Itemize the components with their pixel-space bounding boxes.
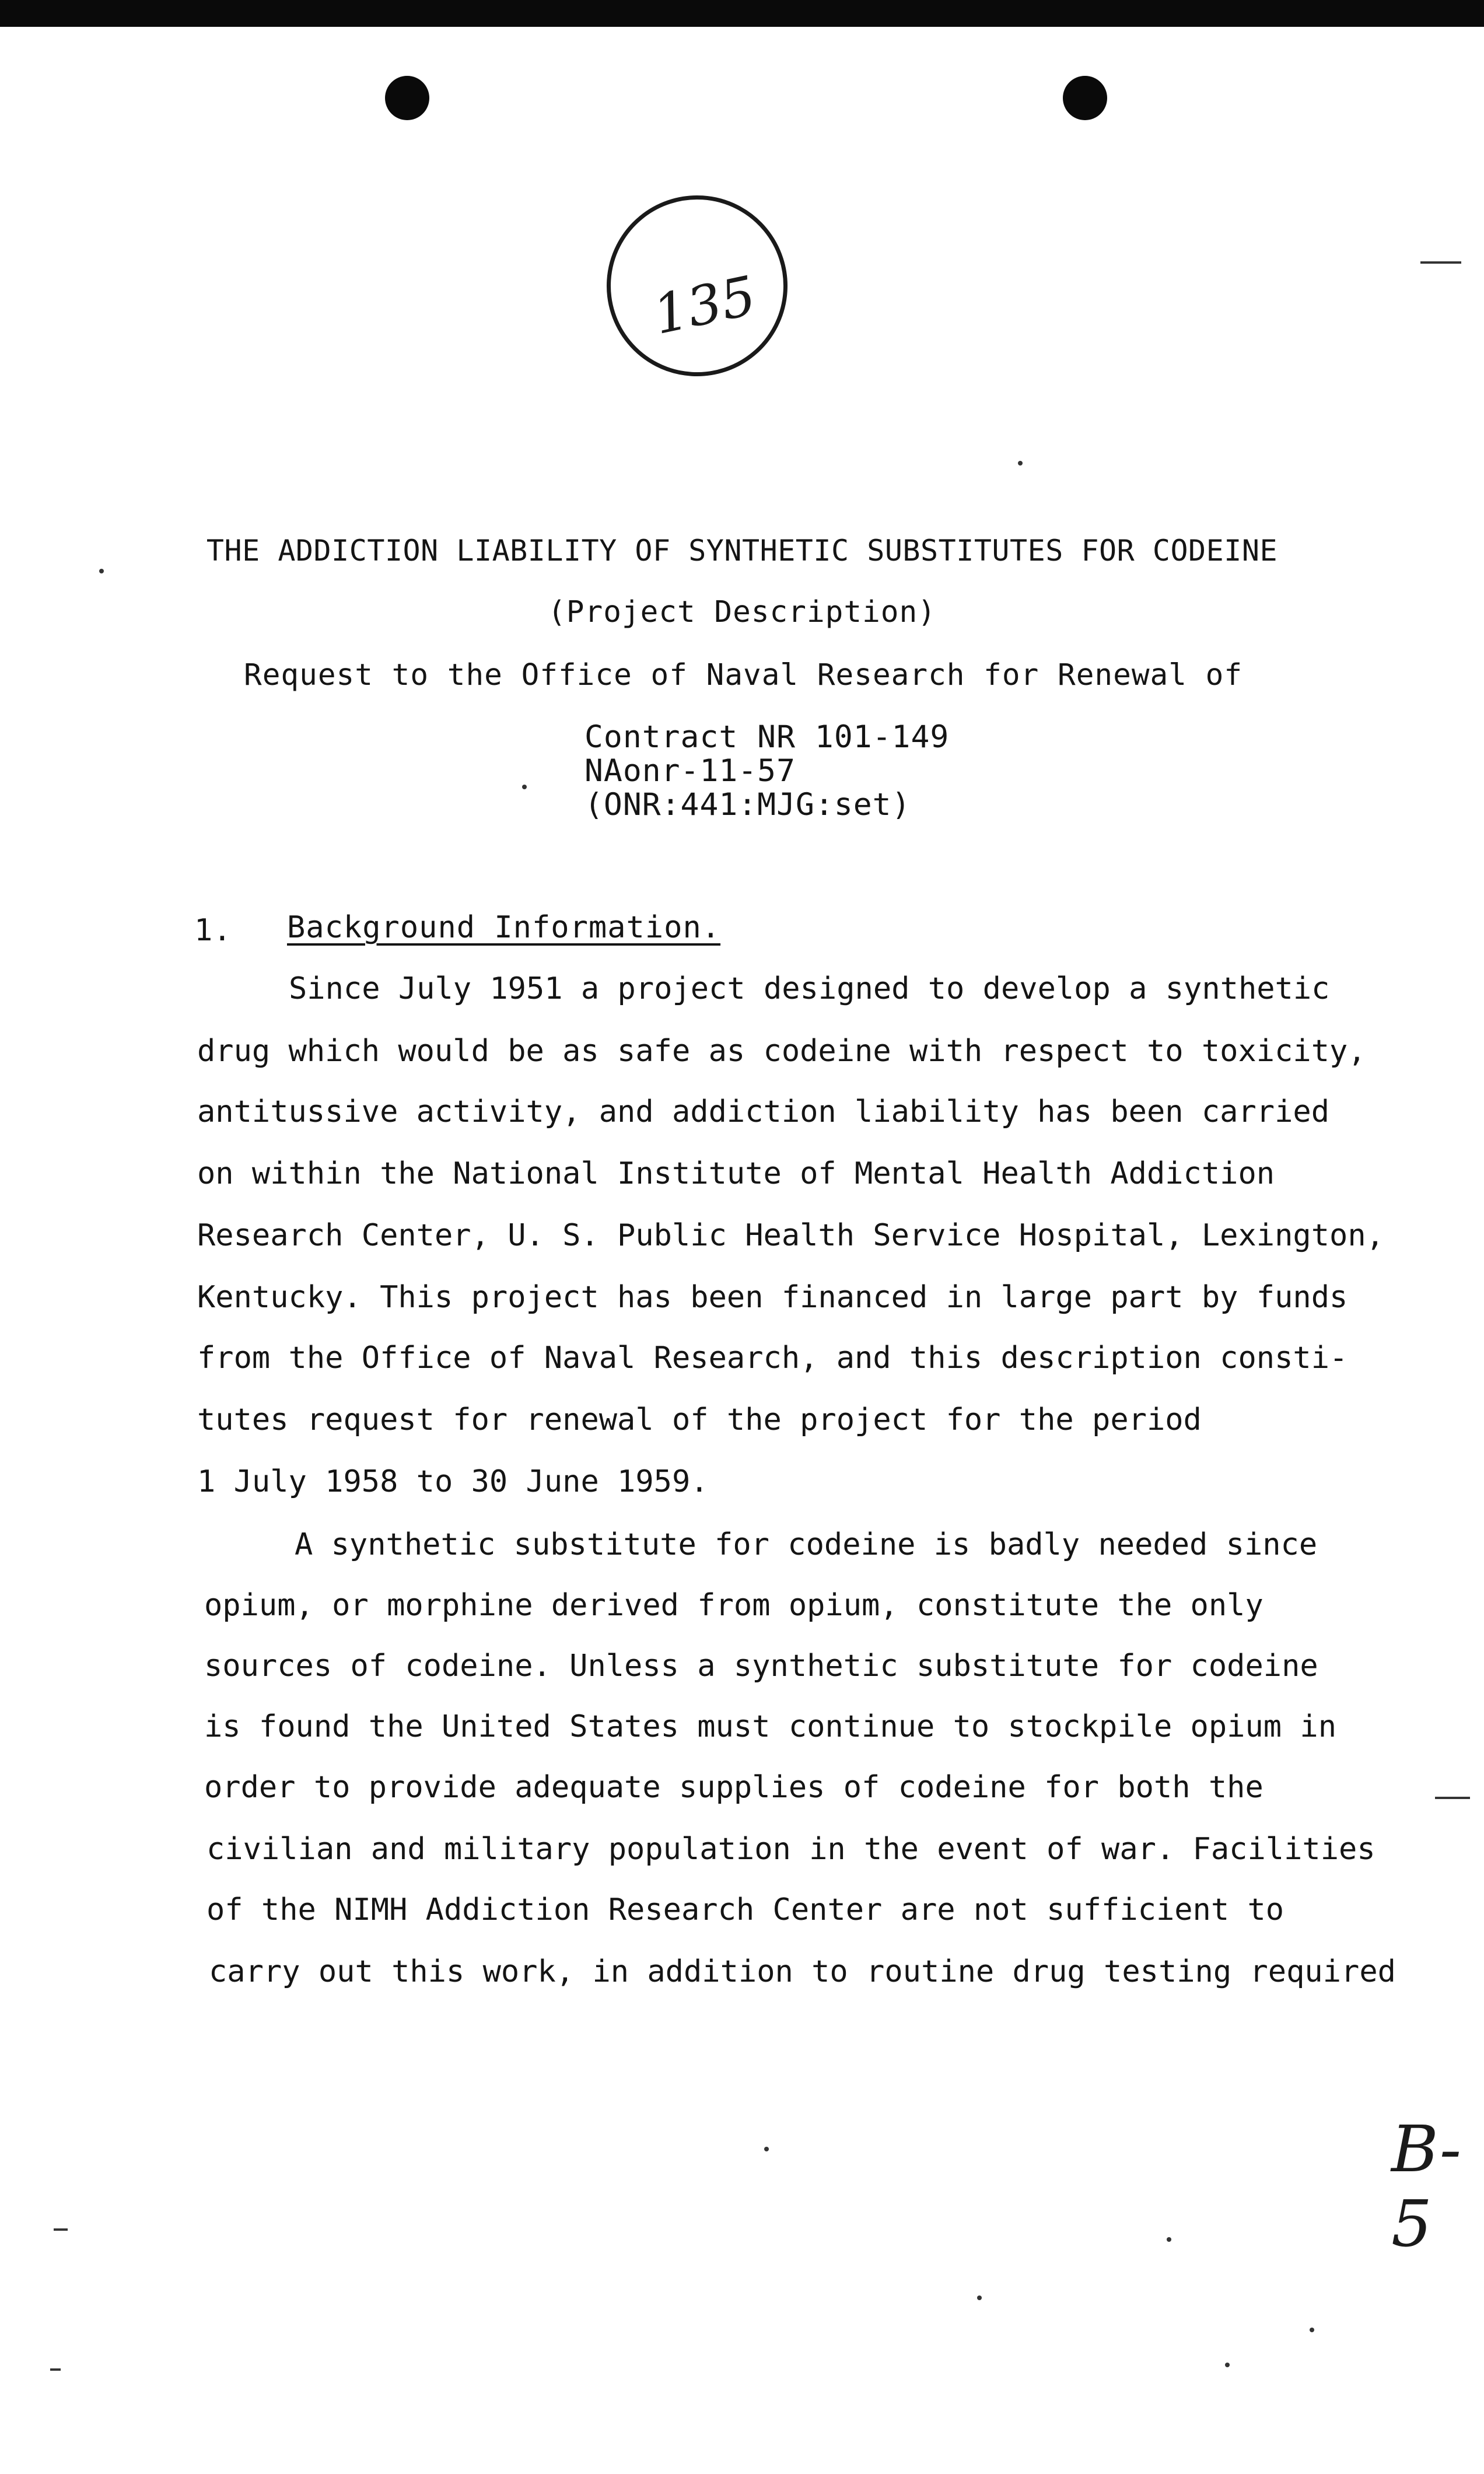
paragraph-line: tutes request for renewal of the project for the period (197, 1402, 1202, 1437)
margin-handwritten-note: B-5 (1391, 2112, 1462, 2261)
scan-speck (977, 2295, 982, 2300)
paragraph-line: carry out this work, in addition to routine drug testing required (209, 1954, 1396, 1989)
request-line: Request to the Office of Naval Research for Renewal of (244, 658, 1243, 692)
paragraph-line: from the Office of Naval Research, and this description consti- (197, 1341, 1348, 1376)
document-subtitle: (Project Description) (548, 595, 936, 629)
paragraph-line: is found the United States must continue to stockpile opium in (204, 1709, 1337, 1744)
handwritten-page-number: 135 (648, 264, 761, 347)
scan-speck (1310, 2328, 1314, 2332)
section-number: 1. (194, 913, 232, 948)
paragraph-line: A synthetic substitute for codeine is badly needed since (295, 1527, 1318, 1562)
paragraph-line: Kentucky. This project has been financed in large part by funds (197, 1280, 1348, 1315)
scan-speck (1167, 2237, 1171, 2242)
punch-hole-right (1063, 76, 1107, 120)
scan-speck (1225, 2363, 1230, 2367)
paragraph-line: Since July 1951 a project designed to develop a synthetic (289, 971, 1330, 1006)
paragraph-line: of the NIMH Addiction Research Center are not sufficient to (206, 1892, 1284, 1927)
paragraph-line: antitussive activity, and addiction liability has been carried (197, 1094, 1330, 1129)
document-title: THE ADDICTION LIABILITY OF SYNTHETIC SUBSTITUTES FOR CODEINE (206, 534, 1278, 568)
scan-mark (54, 2228, 68, 2231)
paragraph-line: 1 July 1958 to 30 June 1959. (197, 1464, 709, 1499)
contract-line: Contract NR 101-149 (584, 719, 950, 755)
contract-line: (ONR:441:MJG:set) (584, 787, 911, 823)
paragraph-line: sources of codeine. Unless a synthetic substitute for codeine (204, 1649, 1318, 1684)
paragraph-line: on within the National Institute of Mental Health Addiction (197, 1156, 1275, 1191)
paragraph-line: Research Center, U. S. Public Health Service Hospital, Lexington, (197, 1218, 1384, 1253)
scan-top-border (0, 0, 1484, 27)
scan-speck (1018, 461, 1023, 466)
scan-mark (50, 2368, 61, 2371)
paragraph-line: opium, or morphine derived from opium, constitute the only (204, 1588, 1264, 1623)
section-title: Background Information. (287, 910, 721, 945)
paragraph-line: order to provide adequate supplies of codeine for both the (204, 1770, 1264, 1805)
scan-mark (1435, 1797, 1470, 1799)
punch-hole-left (385, 76, 429, 120)
paragraph-line: drug which would be as safe as codeine with respect to toxicity, (197, 1034, 1366, 1069)
contract-block (584, 720, 949, 822)
paragraph-line: civilian and military population in the event of war. Facilities (206, 1832, 1376, 1867)
contract-line: NAonr-11-57 (584, 753, 796, 789)
scan-speck (522, 785, 527, 789)
scan-speck (99, 569, 104, 573)
scan-speck (764, 2147, 769, 2151)
scan-mark (1420, 261, 1461, 264)
